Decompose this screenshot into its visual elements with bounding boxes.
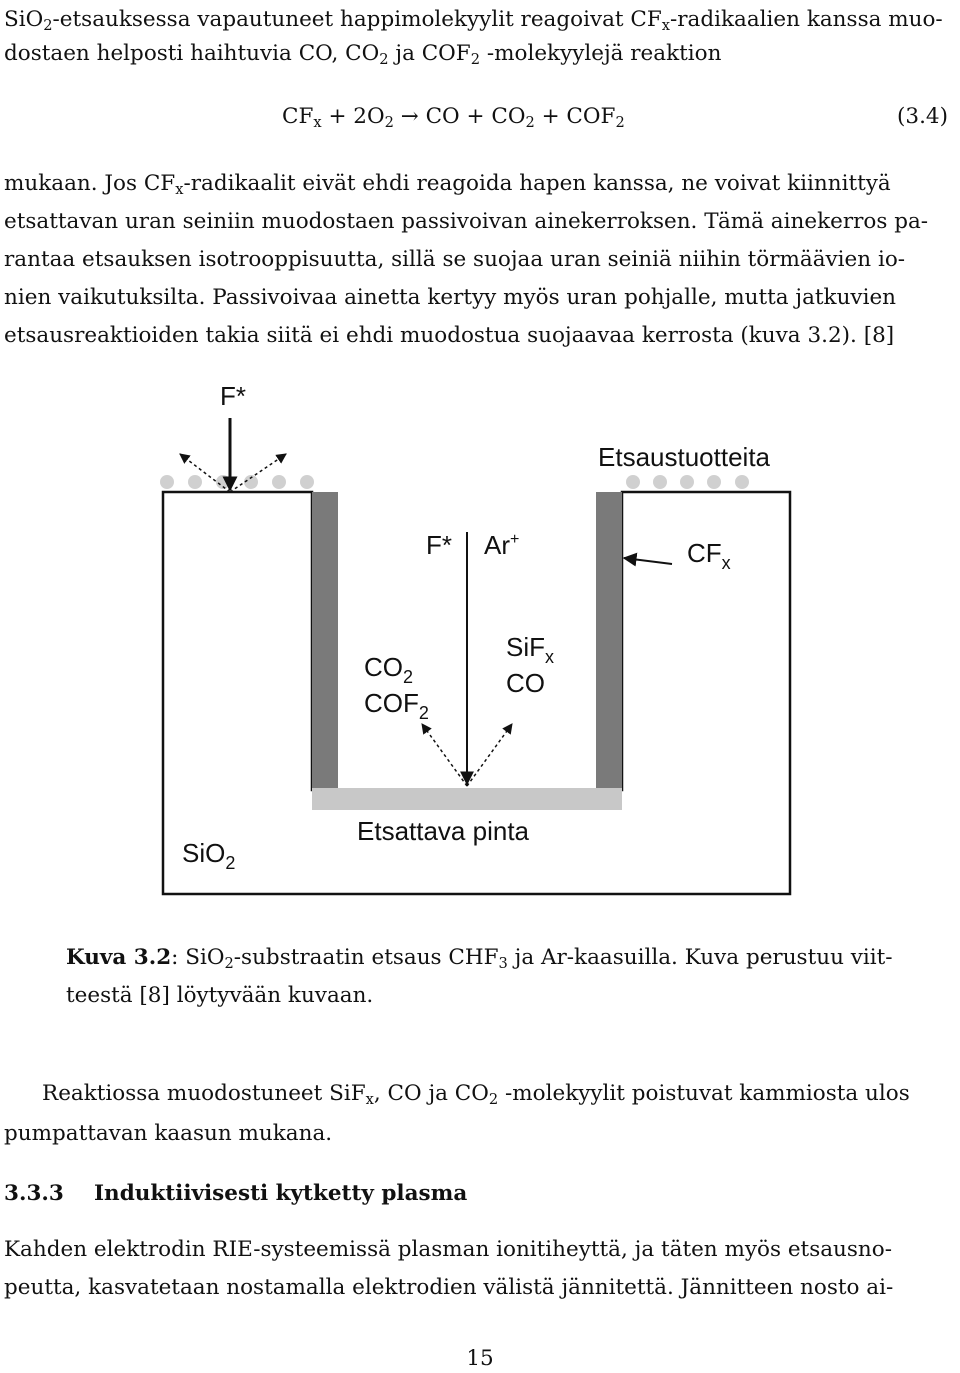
subscript: 2 — [488, 1091, 499, 1109]
text-line: etsattavan uran seiniin muodostaen passivoivan ainekerroksen. Tämä ainekerros pa- — [4, 209, 929, 234]
text-run: dostaen helposti haihtuvia CO, CO — [4, 41, 380, 66]
subscript: 2 — [615, 114, 625, 132]
text-run: , CO ja CO — [373, 1081, 489, 1106]
text-line — [4, 170, 891, 204]
label-ar — [484, 530, 519, 560]
product-arrow — [422, 724, 467, 786]
particle — [735, 475, 749, 489]
etching-diagram — [150, 372, 810, 912]
text-run: ja COF — [388, 41, 471, 66]
text-line: rantaa etsauksen isotrooppisuutta, sillä se suojaa uran seiniä niihin törmäävien io- — [4, 247, 906, 272]
subscript: 2 — [525, 114, 535, 132]
subscript: x — [661, 17, 671, 35]
text-line — [4, 40, 721, 74]
text-run: -radikaalit eivät ehdi reagoida hapen kanssa, ne voivat kiinnittyä — [183, 171, 891, 196]
particle — [707, 475, 721, 489]
text-run: -etsauksessa vapautuneet happimolekyylit reagoivat CF — [52, 7, 662, 32]
text-line — [42, 1080, 910, 1114]
subscript: x — [175, 181, 184, 199]
label-cfx — [687, 538, 731, 573]
label-co: CO — [506, 668, 545, 698]
subscript: 2 — [403, 667, 414, 687]
subscript: 3 — [498, 955, 508, 973]
text-run: -radikaalien kanssa muo- — [670, 7, 943, 32]
figure-caption-line: teestä [8] löytyvään kuvaan. — [66, 983, 374, 1008]
text-line: etsausreaktioiden takia siitä ei ehdi muodostua suojaavaa kerrosta (kuva 3.2). [8] — [4, 323, 895, 348]
subscript: 2 — [379, 51, 389, 69]
text-run: Reaktiossa muodostuneet SiF — [42, 1081, 366, 1106]
label-etsattava-pinta: Etsattava pinta — [357, 816, 529, 846]
text-run: : SiO — [171, 945, 225, 970]
label-cof2 — [364, 688, 429, 723]
subscript: 2 — [43, 17, 53, 35]
particle — [626, 475, 640, 489]
text-run: -substraatin etsaus CHF — [233, 945, 499, 970]
section-number: 3.3.3 — [4, 1181, 64, 1206]
label-sifx-text: SiF — [506, 632, 545, 662]
caption-label: Kuva 3.2 — [66, 945, 172, 970]
text-run: -molekyylejä reaktion — [480, 41, 722, 66]
label-ar-text: Ar — [484, 530, 510, 560]
particle — [680, 475, 694, 489]
chemical-equation — [282, 103, 625, 137]
section-title: Induktiivisesti kytketty plasma — [94, 1181, 468, 1206]
text-line — [4, 6, 943, 40]
label-f-mid: F* — [426, 530, 452, 560]
text-run: SiO — [4, 7, 44, 32]
text-line: peutta, kasvatetaan nostamalla elektrodien välistä jännitettä. Jännitteen nosto ai- — [4, 1275, 894, 1300]
subscript: x — [313, 114, 322, 132]
text-run: mukaan. Jos CF — [4, 171, 176, 196]
subscript: x — [545, 647, 554, 667]
subscript: 2 — [470, 51, 481, 69]
subscript: 2 — [418, 703, 429, 723]
page-number: 15 — [466, 1346, 494, 1371]
subscript: 2 — [384, 114, 394, 132]
equation-number: (3.4) — [897, 104, 948, 129]
eq-term: → CO + CO — [393, 104, 526, 129]
label-f-top: F* — [220, 381, 246, 411]
label-co2-text: CO — [364, 652, 403, 682]
superscript: + — [510, 531, 520, 548]
eq-term: + COF — [534, 104, 616, 129]
text-line: Kahden elektrodin RIE-systeemissä plasman ionitiheyttä, ja täten myös etsausno- — [4, 1237, 892, 1262]
product-arrow — [467, 724, 512, 786]
particle — [653, 475, 667, 489]
label-sifx — [506, 632, 554, 667]
cfx-arrow — [624, 558, 672, 564]
right-passivation-wall — [596, 492, 622, 790]
particle — [160, 475, 174, 489]
label-sio2-text: SiO — [182, 838, 226, 868]
subscript: 2 — [224, 955, 234, 973]
subscript: x — [721, 553, 731, 573]
left-passivation-wall — [312, 492, 338, 790]
label-co2 — [364, 652, 413, 687]
text-line: nien vaikutuksilta. Passivoivaa ainetta kertyy myös uran pohjalle, mutta jatkuvien — [4, 285, 897, 310]
bottom-passivation-layer — [312, 788, 622, 810]
label-cfx-text: CF — [687, 538, 722, 568]
label-sio2 — [182, 838, 235, 873]
particle — [300, 475, 314, 489]
subscript: 2 — [225, 853, 236, 873]
label-cof2-text: COF — [364, 688, 419, 718]
eq-term: CF — [282, 104, 314, 129]
section-heading — [4, 1180, 467, 1208]
text-run: -molekyylit poistuvat kammiosta ulos — [498, 1081, 910, 1106]
text-run: ja Ar-kaasuilla. Kuva perustuu viit- — [507, 945, 893, 970]
figure-caption — [66, 944, 893, 978]
label-etsaustuotteita: Etsaustuotteita — [598, 442, 770, 472]
eq-term: + 2O — [321, 104, 385, 129]
particle — [272, 475, 286, 489]
particle — [188, 475, 202, 489]
text-line: pumpattavan kaasun mukana. — [4, 1121, 333, 1146]
subscript: x — [365, 1091, 374, 1109]
